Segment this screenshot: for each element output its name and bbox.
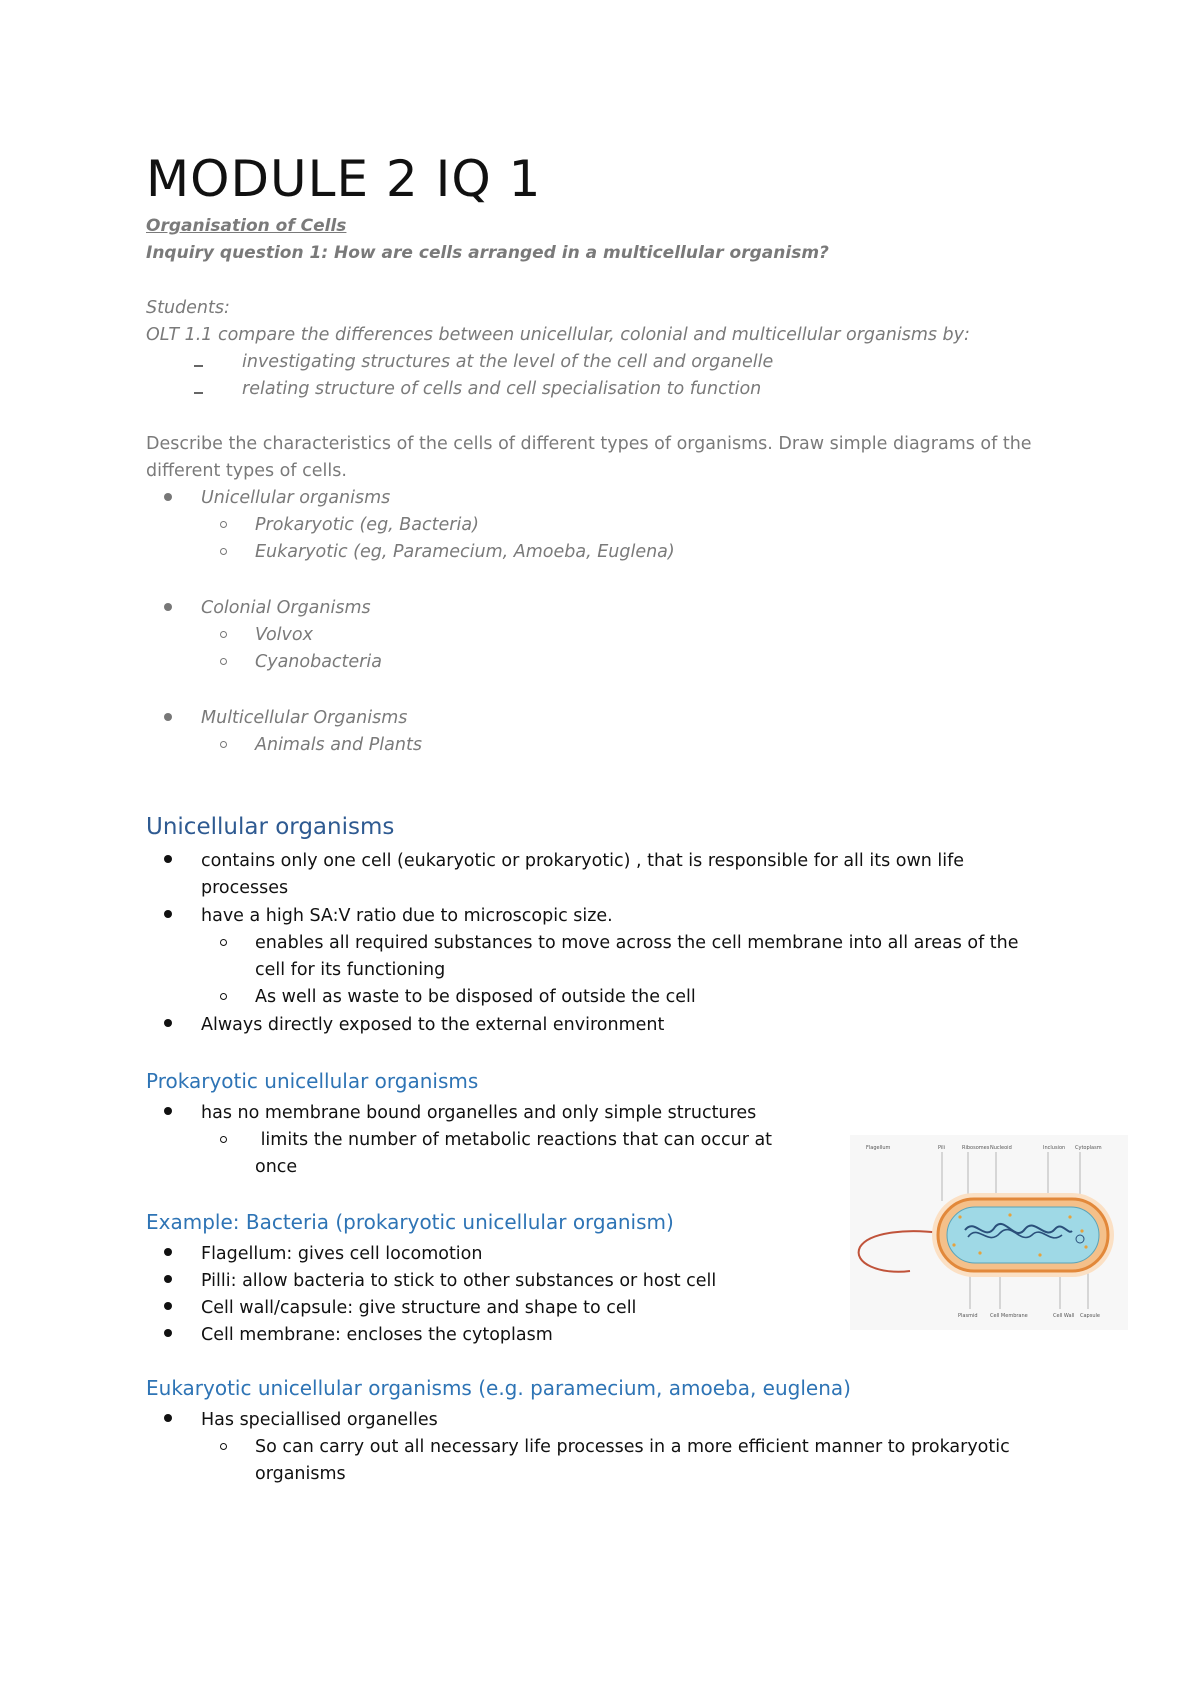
circle-marker <box>220 1136 227 1143</box>
bullet-marker <box>164 910 172 918</box>
bullet-marker <box>164 855 172 863</box>
bullet-marker <box>164 1329 172 1337</box>
section-heading-eukaryotic: Eukaryotic unicellular organisms (e.g. paramecium, amoeba, euglena) <box>146 1376 851 1400</box>
circle-marker <box>220 631 227 638</box>
type-item: Animals and Plants <box>255 735 422 755</box>
section-heading-unicellular: Unicellular organisms <box>146 814 395 840</box>
type-item: Cyanobacteria <box>255 652 382 672</box>
body-text: So can carry out all necessary life processes in a more efficient manner to prokaryotic <box>255 1437 1010 1457</box>
label-bottom: Capsule <box>1080 1313 1100 1319</box>
body-text: limits the number of metabolic reactions that can occur at <box>255 1130 773 1150</box>
section-heading-bacteria: Example: Bacteria (prokaryotic unicellular organism) <box>146 1210 674 1234</box>
list-item: Flagellum: gives cell locomotion <box>201 1244 483 1264</box>
type-item: Eukaryotic (eg, Paramecium, Amoeba, Euglena) <box>255 542 675 562</box>
body-text: has no membrane bound organelles and only simple structures <box>201 1103 757 1123</box>
bullet-marker <box>164 1248 172 1256</box>
body-text: contains only one cell (eukaryotic or prokaryotic) , that is responsible for all its own life <box>201 851 965 871</box>
label-top: Ribosomes <box>962 1145 990 1151</box>
bullet-marker <box>164 1275 172 1283</box>
circle-marker <box>220 658 227 665</box>
dash-marker <box>194 392 203 394</box>
section-heading-prokaryotic: Prokaryotic unicellular organisms <box>146 1069 479 1093</box>
body-text: have a high SA:V ratio due to microscopic size. <box>201 906 613 926</box>
label-bottom: Cell Wall <box>1053 1313 1075 1319</box>
body-text: enables all required substances to move across the cell membrane into all areas of the <box>255 933 1019 953</box>
label-top: Pili <box>938 1145 946 1151</box>
olt-text: OLT 1.1 compare the differences between unicellular, colonial and multicellular organisms by: <box>146 325 970 345</box>
page-title: MODULE 2 IQ 1 <box>146 150 542 208</box>
bullet-marker <box>164 1414 172 1422</box>
type-label: Colonial Organisms <box>201 598 371 618</box>
body-text: once <box>255 1157 298 1177</box>
list-item: Pilli: allow bacteria to stick to other substances or host cell <box>201 1271 717 1291</box>
bullet-marker <box>164 493 172 501</box>
bullet-marker <box>164 713 172 721</box>
bullet-marker <box>164 1107 172 1115</box>
label-top: Inclusion <box>1043 1145 1066 1151</box>
olt-item: relating structure of cells and cell specialisation to function <box>242 379 762 399</box>
label-bottom: Plasmid <box>958 1313 978 1319</box>
type-item: Prokaryotic (eg, Bacteria) <box>255 515 479 535</box>
bullet-marker <box>164 1019 172 1027</box>
bacteria-diagram <box>850 1135 1128 1330</box>
inquiry-question: Inquiry question 1: How are cells arranged in a multicellular organism? <box>146 243 829 263</box>
subtitle: Organisation of Cells <box>146 216 347 236</box>
circle-marker <box>220 1443 227 1450</box>
circle-marker <box>220 548 227 555</box>
list-item: Cell wall/capsule: give structure and shape to cell <box>201 1298 637 1318</box>
body-text: processes <box>201 878 289 898</box>
type-item: Volvox <box>255 625 313 645</box>
circle-marker <box>220 741 227 748</box>
circle-marker <box>220 939 227 946</box>
describe-line: different types of cells. <box>146 461 347 481</box>
type-label: Unicellular organisms <box>201 488 391 508</box>
bullet-marker <box>164 603 172 611</box>
bullet-marker <box>164 1302 172 1310</box>
list-item: Cell membrane: encloses the cytoplasm <box>201 1325 553 1345</box>
label-bottom: Cell Membrane <box>990 1313 1028 1319</box>
circle-marker <box>220 521 227 528</box>
type-label: Multicellular Organisms <box>201 708 408 728</box>
body-text: organisms <box>255 1464 346 1484</box>
describe-line: Describe the characteristics of the cells of different types of organisms. Draw simple diagrams of the <box>146 434 1032 454</box>
body-text: cell for its functioning <box>255 960 446 980</box>
body-text: As well as waste to be disposed of outside the cell <box>255 987 696 1007</box>
label-top: Flagellum <box>866 1145 891 1151</box>
body-text: Has speciallised organelles <box>201 1410 438 1430</box>
circle-marker <box>220 993 227 1000</box>
label-top: Cytoplasm <box>1075 1145 1102 1151</box>
dash-marker <box>194 365 203 367</box>
label-top: Nucleoid <box>990 1145 1012 1151</box>
students-label: Students: <box>146 298 230 318</box>
olt-item: investigating structures at the level of the cell and organelle <box>242 352 774 372</box>
body-text: Always directly exposed to the external environment <box>201 1015 665 1035</box>
